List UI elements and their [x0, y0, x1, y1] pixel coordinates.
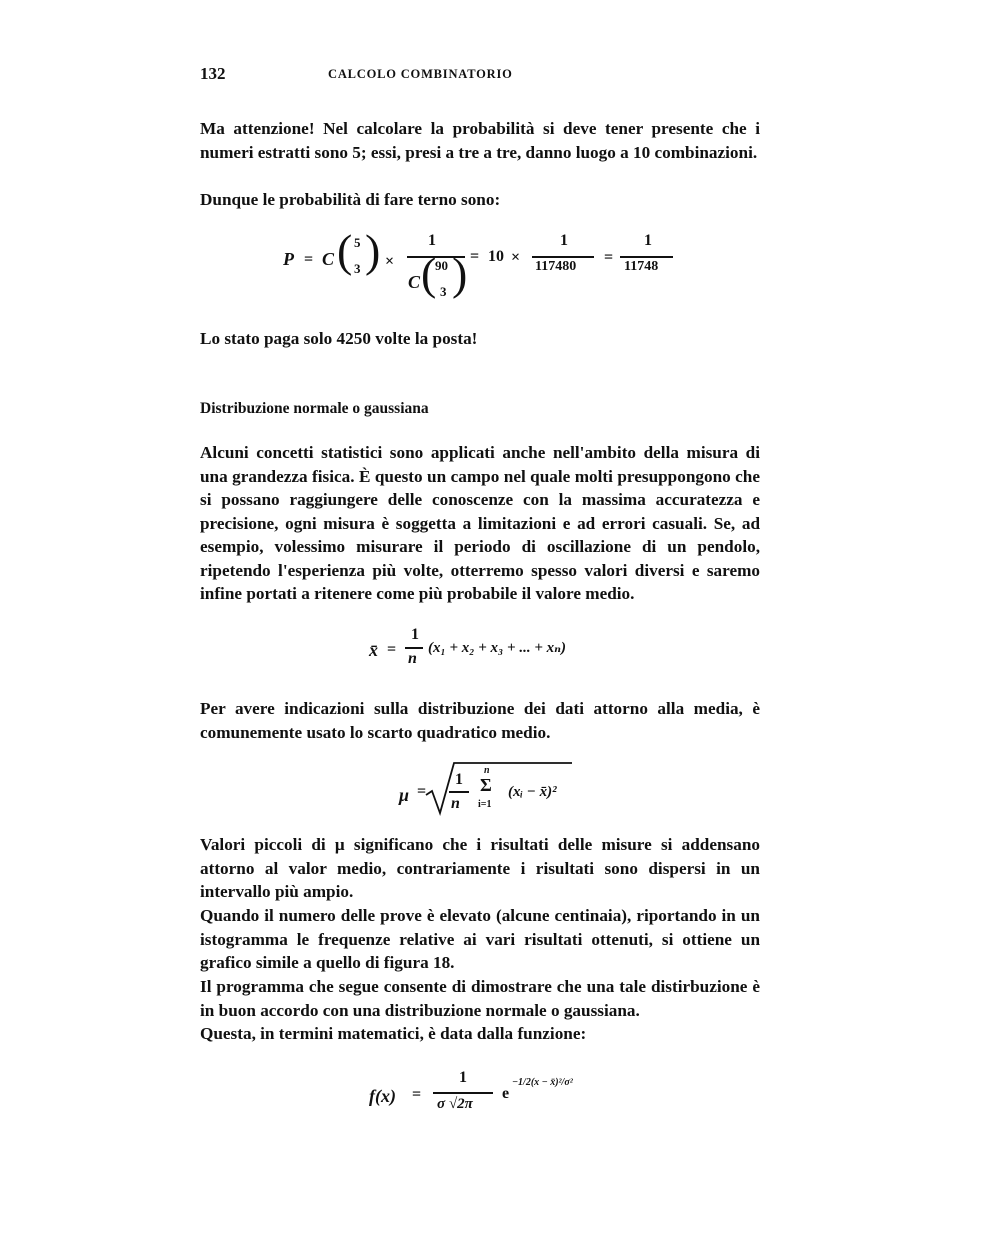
- paragraph-terno: Dunque le probabilità di fare terno sono:: [200, 190, 501, 209]
- paragraph-combinations: Ma attenzione! Nel calcolare la probabilità si deve tener presente che i numeri estratti sono 5; essi, presi a tre a tre, danno luogo a 10 combinazioni.: [200, 119, 760, 162]
- page-number: 132: [200, 64, 226, 83]
- paragraph-state-pays: Lo stato paga solo 4250 volte la posta!: [200, 329, 478, 348]
- paragraph-mu-meaning: Valori piccoli di μ significano che i risultati delle misure si addensano attorno al valor medio, contrariamente i risultati sono dispersi in un intervallo più ampio.: [200, 835, 760, 901]
- page-header: [200, 64, 760, 86]
- paragraph-standard-deviation: Per avere indicazioni sulla distribuzione dei dati attorno alla media, è comunemente usato lo scarto quadratico medio.: [200, 699, 760, 742]
- section-title: Distribuzione normale o gaussiana: [200, 400, 429, 417]
- paragraph-program: Il programma che segue consente di dimostrare che una tale distirbuzione è in buon accordo con una distribuzione normale o gaussiana.: [200, 977, 760, 1020]
- running-title: CALCOLO COMBINATORIO: [328, 67, 513, 81]
- paragraph-histogram: Quando il numero delle prove è elevato (alcune centinaia), riportando in un istogramma le frequenze relative ai vari risultati ottenuti, si ottiene un grafico simile a quello di figura 18.: [200, 906, 760, 972]
- paragraph-function: Questa, in termini matematici, è data dalla funzione:: [200, 1024, 587, 1043]
- document-page: 132 CALCOLO COMBINATORIO Ma attenzione! Nel calcolare la probabilità si deve tener presente che i numeri estratti sono 5; essi, presi a tre a tre, danno luogo a 10 combinazioni. Dunque le probabilità di fare terno sono: P = C ( 5 3 ) × 1 C ( 90 3 ) = 10 × 1 117480 = 1 11748 Lo stato paga solo 4250 volte la posta! Distribuzione normale o gaussiana Alcuni concetti statistici sono applicati anche nell'ambito della misura di una grandezza fisica. È questo un campo nel quale molti presuppongono che si possano raggiungere delle conoscenze con la massima accuratezza e precisione, ogni misura è soggetta a limitazioni e ad errori casuali. Se, ad esempio, volessimo misurare il periodo di oscillazione di un pendolo, ripetendo l'esperienza più volte, otterremo spesso valori diversi e saremo infine portati a ritenere come più probabile il valore medio. x̄ = 1 n (x₁ + x₂ + x₃ + ... + xₙ) Per avere indicazioni sulla distribuzione dei dati attorno alla media, è comunemente usato lo scarto quadratico medio. μ = 1 n n Σ i=1 (xᵢ − x̄)² Valori piccoli di μ significano che i risultati delle misure si addensano attorno al valor medio, contrariamente i risultati sono dispersi in un intervallo più ampio. Quando il numero delle prove è elevato (alcune centinaia), riportando in un istogramma le frequenze relative ai vari risultati ottenuti, si ottiene un grafico simile a quello di figura 18. Il programma che segue consente di dimostrare che una tale distirbuzione è in buon accordo con una distribuzione normale o gaussiana. Questa, in termini matematici, è data dalla funzione: f(x) = 1 σ √2π e −1/2(x − x̄)²/σ²: [200, 64, 760, 1112]
- paragraph-measurement: Alcuni concetti statistici sono applicati anche nell'ambito della misura di una grandezza fisica. È questo un campo nel quale molti presuppongono che si possano raggiungere delle conoscenze con la massima accuratezza e precisione, ogni misura è soggetta a limitazioni e ad errori casuali. Se, ad esempio, volessimo misurare il periodo di oscillazione di un pendolo, ripetendo l'esperienza più volte, otterremo spesso valori diversi e saremo infine portati a ritenere come più probabile il valore medio.: [200, 443, 760, 603]
